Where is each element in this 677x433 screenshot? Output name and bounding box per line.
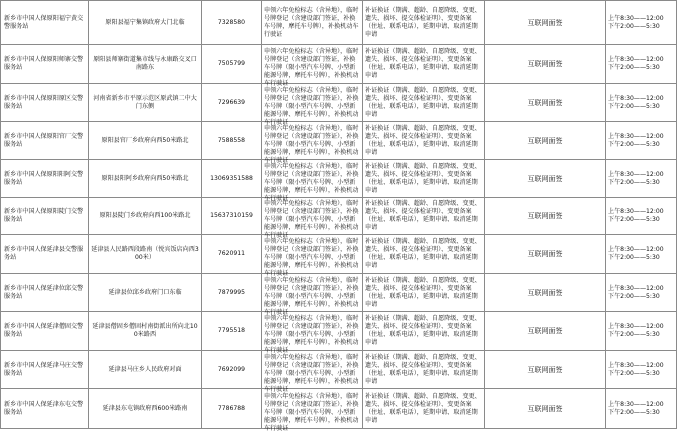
license-business-cell	[363, 312, 485, 351]
station-name-cell	[1, 160, 89, 198]
station-phone: 7328580	[217, 18, 246, 26]
table-row	[1, 84, 677, 122]
station-address: 原阳县官厂乡政府向西50米路北	[101, 136, 189, 144]
station-address: 延津县位邱乡政府门口东临	[108, 288, 182, 296]
vehicle-business-cell	[262, 45, 363, 87]
service-method: 互联网面签	[527, 212, 563, 220]
vehicle-business: 申领六年免检标志（含异地），临时号牌登记（含建设部门签证），补换车号牌（限小型汽车号牌、小型新能源号牌、摩托车号牌），补换机动车行驶证	[264, 86, 359, 126]
station-address: 延津县僧固乡僧固村南街派出所向北100米路西	[92, 323, 198, 338]
hours-afternoon: 下午2:00——5:30	[608, 254, 660, 261]
station-name: 新乡市中国人保原阳阳阿交警服务站	[4, 170, 84, 186]
service-method: 互联网面签	[527, 136, 563, 145]
hours-morning: 上午8:30——12:00	[608, 284, 664, 292]
license-business-cell	[363, 122, 485, 160]
hours-afternoon: 下午2:00——5:30	[608, 140, 660, 148]
vehicle-business-cell	[262, 198, 363, 239]
station-name-cell	[1, 389, 89, 429]
table-row	[1, 235, 677, 274]
license-business-cell	[363, 351, 485, 389]
hours-cell	[606, 198, 677, 235]
address-cell	[89, 312, 202, 351]
station-phone: 7620911	[217, 250, 246, 257]
vehicle-business: 申领六年免检标志（含异地），临时号牌登记（含建设部门签证），补换车号牌（限小型汽车号牌、小型新能源号牌，摩托车号牌），补换机动车行驶证	[264, 353, 359, 393]
table-row	[1, 389, 677, 429]
hours-morning: 上午8:30——12:00	[608, 400, 664, 408]
license-business-cell	[363, 274, 485, 312]
service-method: 互联网面签	[527, 288, 563, 297]
license-business: 补证换证（期满、超龄、自愿降级、变更、遗失、损坏、提交体检证明）、变更备案（住址、联系电话），延期申请、取消延期申请	[365, 6, 481, 38]
license-business: 补证换证（期满、超龄、自愿降级、变更、遗失、损坏、提交体检证明）、变更备案（住址、联系电话），延期申请、取消延期申请	[365, 86, 481, 118]
station-name: 新乡市中国人保延津东屯交警服务站	[4, 400, 84, 416]
license-business-cell	[363, 389, 485, 429]
table-row	[1, 351, 677, 389]
license-business: 补证换证（期满、超龄、自愿降级、变更、遗失、损坏、提交体检证明）、变更备案（住址、联系电话），延期申请、取消延期申请	[365, 200, 481, 231]
hours-morning: 上午8:30——12:00	[608, 14, 664, 22]
license-business: 补证换证（期满、超龄、自愿降级、变更、遗失、损坏、提交体检证明）、变更备案（住址、联系电话），延期申请、取消延期申请	[365, 238, 481, 269]
license-business: 补证换证（期满、超龄、自愿降级、变更、遗失、损坏、提交体检证明）、变更备案（住址、联系电话），延期申请、取消延期申请	[365, 48, 481, 79]
table-row	[1, 122, 677, 160]
station-name: 新乡市中国人保原阳师寨交警服务站	[4, 56, 84, 71]
phone-cell	[202, 45, 262, 84]
license-business: 补证换证（期满、超龄、自愿降级、变更、遗失、损坏、提交体检证明）、变更备案（住址、联系电话），延期申请、取消延期申请	[365, 353, 481, 385]
hours-cell	[606, 84, 677, 122]
station-address: 原阳县师寨街道集市线与永康路交叉口南路东	[93, 56, 197, 71]
license-business-cell	[363, 160, 485, 198]
service-method-cell	[485, 235, 606, 274]
station-address: 延津县马庄乡人民政府对面	[108, 365, 182, 373]
address-cell	[89, 235, 202, 274]
hours-afternoon: 下午2:00——5:30	[608, 102, 660, 110]
vehicle-business: 申领六年免检标志（含异地），临时号牌登记（含建设部门签证），补换车号牌（限小型汽车号牌、小型新能源号牌，摩托车号牌），补换机动车行驶证	[264, 200, 359, 239]
license-business: 补证换证（期满、超龄、自愿降级、变更、遗失、损坏、提交体检证明）、变更备案（住址、联系电话），延期申请、取消延期申请	[365, 162, 481, 194]
station-phone: 7505799	[217, 60, 246, 67]
service-method: 互联网面签	[527, 327, 563, 335]
station-address: 河南省新乡市平原示范区原武镇二中大门东侧	[93, 94, 197, 110]
hours-cell	[606, 389, 677, 429]
service-method-cell	[485, 122, 606, 160]
vehicle-business: 申领六年免检标志（含异地），临时号牌登记（含建设部门签证，补换车号牌，摩托车号牌），补换机动车行驶证	[264, 6, 359, 38]
hours-morning: 上午8:30——12:00	[608, 323, 664, 330]
service-method-cell	[485, 198, 606, 235]
station-phone: 7879995	[217, 288, 246, 296]
vehicle-business: 申领六年免检标志（含异地），临时号牌登记（含建设部门签证，补换车号牌（限小型汽车号牌、小型新能源号牌，摩托车号牌），补换机动车行驶证	[264, 48, 359, 87]
vehicle-business: 申领六年免检标志（含异地），临时号牌登记（含建设部门签证），补换车号牌（限小型汽车号牌、小型新能源号牌，摩托车号牌），补换机动车行驶证	[264, 315, 359, 354]
table-row	[1, 274, 677, 312]
address-cell	[89, 274, 202, 312]
hours-morning: 上午8:30——12:00	[608, 361, 664, 369]
phone-cell	[202, 235, 262, 274]
service-method-cell	[485, 160, 606, 198]
vehicle-business: 申领六年免检标志（含异地），临时号牌登记（含建设部门签证），补换车号牌（限小型汽车号牌、小型新能源号牌，摩托车号牌），补换机动车行驶证	[264, 238, 359, 277]
station-name-cell	[1, 235, 89, 274]
address-cell	[89, 160, 202, 198]
station-address: 延津县人民路西段路南（悦宾饭店向西300米）	[91, 246, 199, 261]
hours-morning: 上午8:30——12:00	[608, 170, 664, 178]
station-name: 新乡市中国人保延津僧固交警服务站	[4, 323, 84, 338]
phone-cell	[202, 274, 262, 312]
license-business: 补证换证（期满、超龄、自愿降级、变更、遗失、损坏、提交体检证明）、变更备案（住址、联系电话），延期申请、取消延期申请	[365, 315, 481, 346]
vehicle-business-cell	[262, 274, 363, 316]
vehicle-business-cell	[262, 1, 363, 45]
station-name-cell	[1, 45, 89, 84]
hours-cell	[606, 1, 677, 45]
station-name-cell	[1, 351, 89, 389]
table-row	[1, 45, 677, 84]
license-business-cell	[363, 1, 485, 45]
hours-afternoon: 下午2:00——5:30	[608, 22, 660, 30]
station-name: 新乡市中国人保延津位邱交警服务站	[4, 284, 84, 300]
license-business-cell	[363, 235, 485, 274]
vehicle-business: 申领六年免检标志（含异地），临时号牌登记（含建设部门签证），补换车号牌（限小型汽车号牌、小型新能源号牌，摩托车号牌），补换机动车行驶证	[264, 276, 359, 316]
station-name: 新乡市中国人保原阳福宁黄交警服务站	[4, 14, 84, 30]
service-method-cell	[485, 389, 606, 429]
license-business-cell	[363, 84, 485, 122]
station-phone: 7692099	[217, 365, 246, 373]
vehicle-business-cell	[262, 160, 363, 202]
phone-cell	[202, 1, 262, 45]
hours-afternoon: 下午2:00——5:30	[608, 64, 660, 71]
hours-cell	[606, 160, 677, 198]
hours-morning: 上午8:30——12:00	[608, 246, 664, 253]
station-name: 新乡市中国人保原阳原区交警服务站	[4, 94, 84, 110]
station-name-cell	[1, 84, 89, 122]
vehicle-business: 申领六年免检标志（含异地），临时号牌登记（含建设部门签证），补换车号牌（限小型汽车号牌、小型新能源号牌，摩托车号牌），补换机动车行驶证	[264, 162, 359, 202]
station-phone: 15637310159	[210, 212, 253, 219]
phone-cell	[202, 84, 262, 122]
table-row	[1, 312, 677, 351]
service-method-cell	[485, 274, 606, 312]
vehicle-business: 申领六年免检标志（含异地），临时号牌登记（含建设部门签证），补换车号牌（限小型汽车号牌、小型新能源号牌，摩托车号牌），补换机动车行驶证	[264, 392, 359, 432]
vehicle-business-cell	[262, 351, 363, 393]
hours-afternoon: 下午2:00——5:30	[608, 292, 660, 300]
station-name-cell	[1, 198, 89, 235]
table-row	[1, 1, 677, 45]
service-method: 互联网面签	[527, 365, 563, 374]
hours-cell	[606, 274, 677, 312]
hours-morning: 上午8:30——12:00	[608, 132, 664, 140]
vehicle-business-cell	[262, 122, 363, 164]
station-phone: 7786788	[217, 404, 246, 412]
service-method: 互联网面签	[527, 60, 563, 68]
service-method: 互联网面签	[527, 98, 563, 107]
service-method-cell	[485, 84, 606, 122]
station-address: 原阳县陡门乡政府向西100米路北	[99, 212, 191, 219]
vehicle-business-cell	[262, 235, 363, 277]
address-cell	[89, 1, 202, 45]
license-business: 补证换证（期满、超龄、自愿降级、变更、遗失、损坏、提交体检证明）、变更备案（住址、联系电话），延期申请、取消延期申请	[365, 124, 481, 156]
service-method: 互联网面签	[527, 250, 563, 258]
address-cell	[89, 45, 202, 84]
station-name: 新乡市中国人保原阳陡门交警服务站	[4, 208, 84, 223]
station-address: 延津县东屯镇政府西600米路南	[102, 404, 188, 412]
vehicle-business-cell	[262, 312, 363, 354]
license-business-cell	[363, 198, 485, 235]
table-body	[1, 1, 677, 432]
hours-cell	[606, 312, 677, 351]
hours-cell	[606, 45, 677, 84]
hours-afternoon: 下午2:00——5:30	[608, 216, 660, 223]
address-cell	[89, 389, 202, 429]
hours-afternoon: 下午2:00——5:30	[608, 369, 660, 377]
address-cell	[89, 351, 202, 389]
phone-cell	[202, 198, 262, 235]
hours-cell	[606, 351, 677, 389]
hours-morning: 上午8:30——12:00	[608, 56, 664, 63]
hours-cell	[606, 122, 677, 160]
hours-afternoon: 下午2:00——5:30	[608, 178, 660, 186]
vehicle-business-cell	[262, 389, 363, 432]
station-name: 新乡市中国人保延津县交警服务站	[4, 246, 84, 261]
hours-afternoon: 下午2:00——5:30	[608, 408, 660, 416]
service-method-cell	[485, 45, 606, 84]
license-business: 补证换证（期满、超龄、自愿降级、变更、遗失、损坏、提交体检证明）、变更备案（住址、联系电话），延期申请、取消延期申请	[365, 392, 481, 424]
vehicle-business: 申领六年免检标志（含异地），临时号牌登记（含建设部门签证），补换车号牌（限小型汽车号牌、小型新能源号牌，摩托车号牌），补换机动车行驶证	[264, 124, 359, 164]
hours-afternoon: 下午2:00——5:30	[608, 331, 660, 338]
license-business: 补证换证（期满、超龄、自愿降级、变更、遗失、损坏、提交体检证明）、变更备案（住址、联系电话），延期申请、取消延期申请	[365, 276, 481, 308]
station-name-cell	[1, 122, 89, 160]
table-row	[1, 198, 677, 235]
phone-cell	[202, 312, 262, 351]
hours-morning: 上午8:30——12:00	[608, 94, 664, 102]
service-method: 互联网面签	[527, 174, 563, 183]
phone-cell	[202, 160, 262, 198]
service-method-cell	[485, 351, 606, 389]
station-phone: 7588558	[217, 136, 246, 144]
station-name-cell	[1, 1, 89, 45]
phone-cell	[202, 389, 262, 429]
station-phone: 7795518	[217, 327, 246, 334]
station-name: 新乡市中国人保原阳官厂交警服务站	[4, 132, 84, 148]
station-address: 原阳县阳阿乡政府向西50米路北	[101, 174, 189, 182]
address-cell	[89, 84, 202, 122]
service-method-cell	[485, 312, 606, 351]
station-phone: 7296639	[217, 98, 246, 106]
phone-cell	[202, 122, 262, 160]
address-cell	[89, 122, 202, 160]
service-method: 互联网面签	[527, 404, 563, 413]
station-name-cell	[1, 312, 89, 351]
station-name-cell	[1, 274, 89, 312]
station-name: 新乡市中国人保延津马庄交警服务站	[4, 361, 84, 377]
hours-cell	[606, 235, 677, 274]
address-cell	[89, 198, 202, 235]
vehicle-business-cell	[262, 84, 363, 126]
license-business-cell	[363, 45, 485, 84]
phone-cell	[202, 351, 262, 389]
hours-morning: 上午8:30——12:00	[608, 208, 664, 215]
station-phone: 13069351588	[210, 174, 253, 182]
service-method-cell	[485, 1, 606, 45]
table-row	[1, 160, 677, 198]
service-method: 互联网面签	[527, 18, 563, 27]
station-address: 原阳县福宁集镇政府大门北临	[105, 18, 185, 26]
